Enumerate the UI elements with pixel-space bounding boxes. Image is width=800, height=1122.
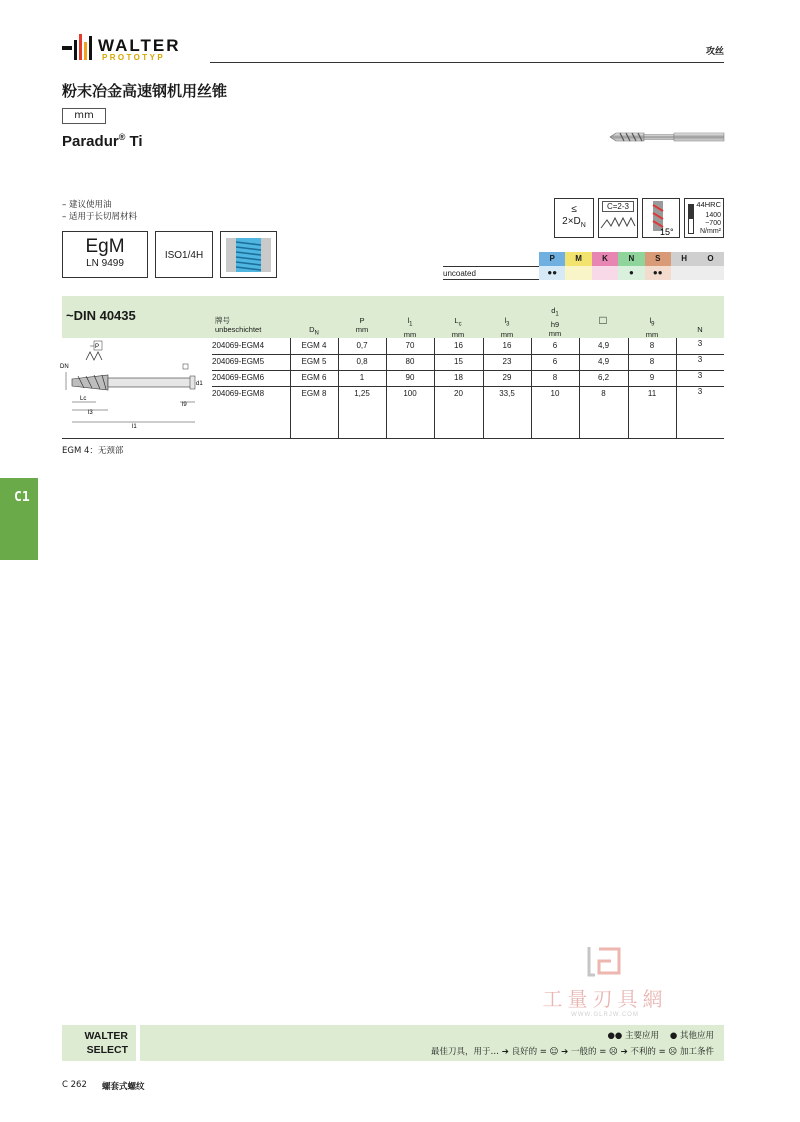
svg-text:15°: 15° — [660, 227, 674, 237]
section-label: 攻丝 — [705, 47, 724, 57]
thread-depth-icon: ≤ $2\times D_N$ — [554, 198, 594, 238]
walter-select-badge: WALTER SELECT — [62, 1025, 136, 1061]
thread-standard-box — [62, 231, 148, 278]
col-header-n: N — [697, 325, 703, 334]
svg-text:l1: l1 — [132, 424, 137, 430]
thread-code: EgM — [85, 236, 125, 257]
svg-text:d1: d1 — [196, 381, 203, 387]
chamfer-icon: C=2-3 — [598, 198, 638, 238]
order-number[interactable]: 204069-EGM5 — [212, 357, 265, 366]
col-header-l1: $l_1$ mm — [403, 316, 417, 339]
product-name: Paradur® Ti — [62, 132, 143, 150]
rating-p: ●● — [539, 266, 565, 280]
rating-s: ●● — [645, 266, 671, 280]
logo-bars-icon — [62, 34, 96, 60]
thread-norm: LN 9499 — [86, 258, 124, 269]
tap-tool-image — [608, 128, 726, 146]
order-number[interactable]: 204069-EGM4 — [212, 341, 265, 350]
svg-text:l3: l3 — [88, 410, 93, 416]
brand-name: WALTER — [98, 36, 181, 55]
watermark-text: 工量刃具網 — [542, 987, 668, 1011]
svg-text:Lc: Lc — [80, 396, 87, 402]
col-header-lc: $L_c$ mm — [451, 316, 465, 339]
helix-angle-icon — [642, 198, 680, 238]
material-groups-table — [443, 252, 724, 280]
rating-n: ● — [618, 266, 644, 280]
hardness-icon: 44HRC 1400 ~700 N/mm² — [684, 198, 724, 238]
coating-label: uncoated — [443, 268, 476, 278]
col-header-l3: $l_3$ mm — [500, 316, 514, 339]
material-header-row — [443, 252, 724, 266]
tolerance-box: ISO1/4H — [155, 231, 213, 278]
watermark-url: WWW.GLRJW.COM — [571, 1012, 639, 1018]
svg-text:DN: DN — [60, 364, 69, 370]
rating-k — [592, 266, 618, 280]
table-row: 204069-EGM8 EGM 8 1,25 100 20 33,5 10 8 11 3 — [212, 387, 703, 398]
chapter-tab[interactable]: C1 — [0, 478, 38, 560]
svg-text:P: P — [95, 344, 100, 350]
col-header-p: P mm — [355, 316, 369, 334]
table-row: 204069-EGM6 EGM 6 1 90 18 29 8 6,2 9 3 — [212, 371, 703, 382]
din-standard: ~DIN 40435 — [66, 308, 136, 323]
material-group-m: M — [565, 252, 591, 266]
svg-text:l9: l9 — [182, 402, 187, 408]
col-header-l9: $l_9$ mm — [645, 316, 659, 339]
rating-o — [697, 266, 723, 280]
page-title: 粉末冶金高速钢机用丝锥 — [62, 82, 228, 100]
table-row: 204069-EGM4 EGM 4 0,7 70 16 16 6 4,9 8 3 — [212, 339, 703, 350]
material-group-n: N — [618, 252, 644, 266]
table-row: 204069-EGM5 EGM 5 0,8 80 15 23 6 4,9 8 3 — [212, 355, 703, 366]
header-rule — [210, 62, 724, 63]
legend-line-1: ●● 主要应用 ● 其他应用 — [607, 1031, 714, 1041]
col-header-dn: $D_N$ — [309, 325, 319, 337]
rating-h — [671, 266, 697, 280]
order-number[interactable]: 204069-EGM8 — [212, 389, 265, 398]
order-number[interactable]: 204069-EGM6 — [212, 373, 265, 382]
legend-line-2: 最佳刀具，用于… ➔ 良好的 = ☺ ➔ 一般的 = ☹ ➔ 不利的 = ☹ 加工条件 — [431, 1047, 714, 1057]
page-topic: 螺套式螺纹 — [102, 1082, 145, 1092]
material-group-p: P — [539, 252, 565, 266]
thread-insert-icon — [220, 231, 277, 278]
page-number: C 262 — [62, 1080, 87, 1090]
material-group-o: O — [697, 252, 723, 266]
material-rating-row — [443, 266, 724, 280]
brand-sub: PROTOTYP — [102, 53, 166, 62]
material-group-h: H — [671, 252, 697, 266]
legend-box — [140, 1025, 724, 1061]
feature-item: – 适用于长切屑材料 — [62, 212, 137, 222]
material-group-k: K — [592, 252, 618, 266]
col-header-order-no: 牌号 unbeschichtet — [215, 316, 262, 334]
material-group-s: S — [645, 252, 671, 266]
table-note: EGM 4：无颈部 — [62, 446, 124, 456]
feature-item: – 建议使用油 — [62, 200, 112, 210]
unit-badge: mm — [62, 108, 106, 124]
walter-logo — [62, 30, 202, 66]
feature-list — [62, 199, 137, 223]
rating-m — [565, 266, 591, 280]
watermark — [540, 945, 670, 1018]
col-header-square: □ — [599, 313, 607, 327]
product-table — [62, 338, 724, 439]
col-header-d1: $d_1$ h9 mm — [548, 306, 562, 338]
watermark-logo-icon — [585, 945, 625, 977]
